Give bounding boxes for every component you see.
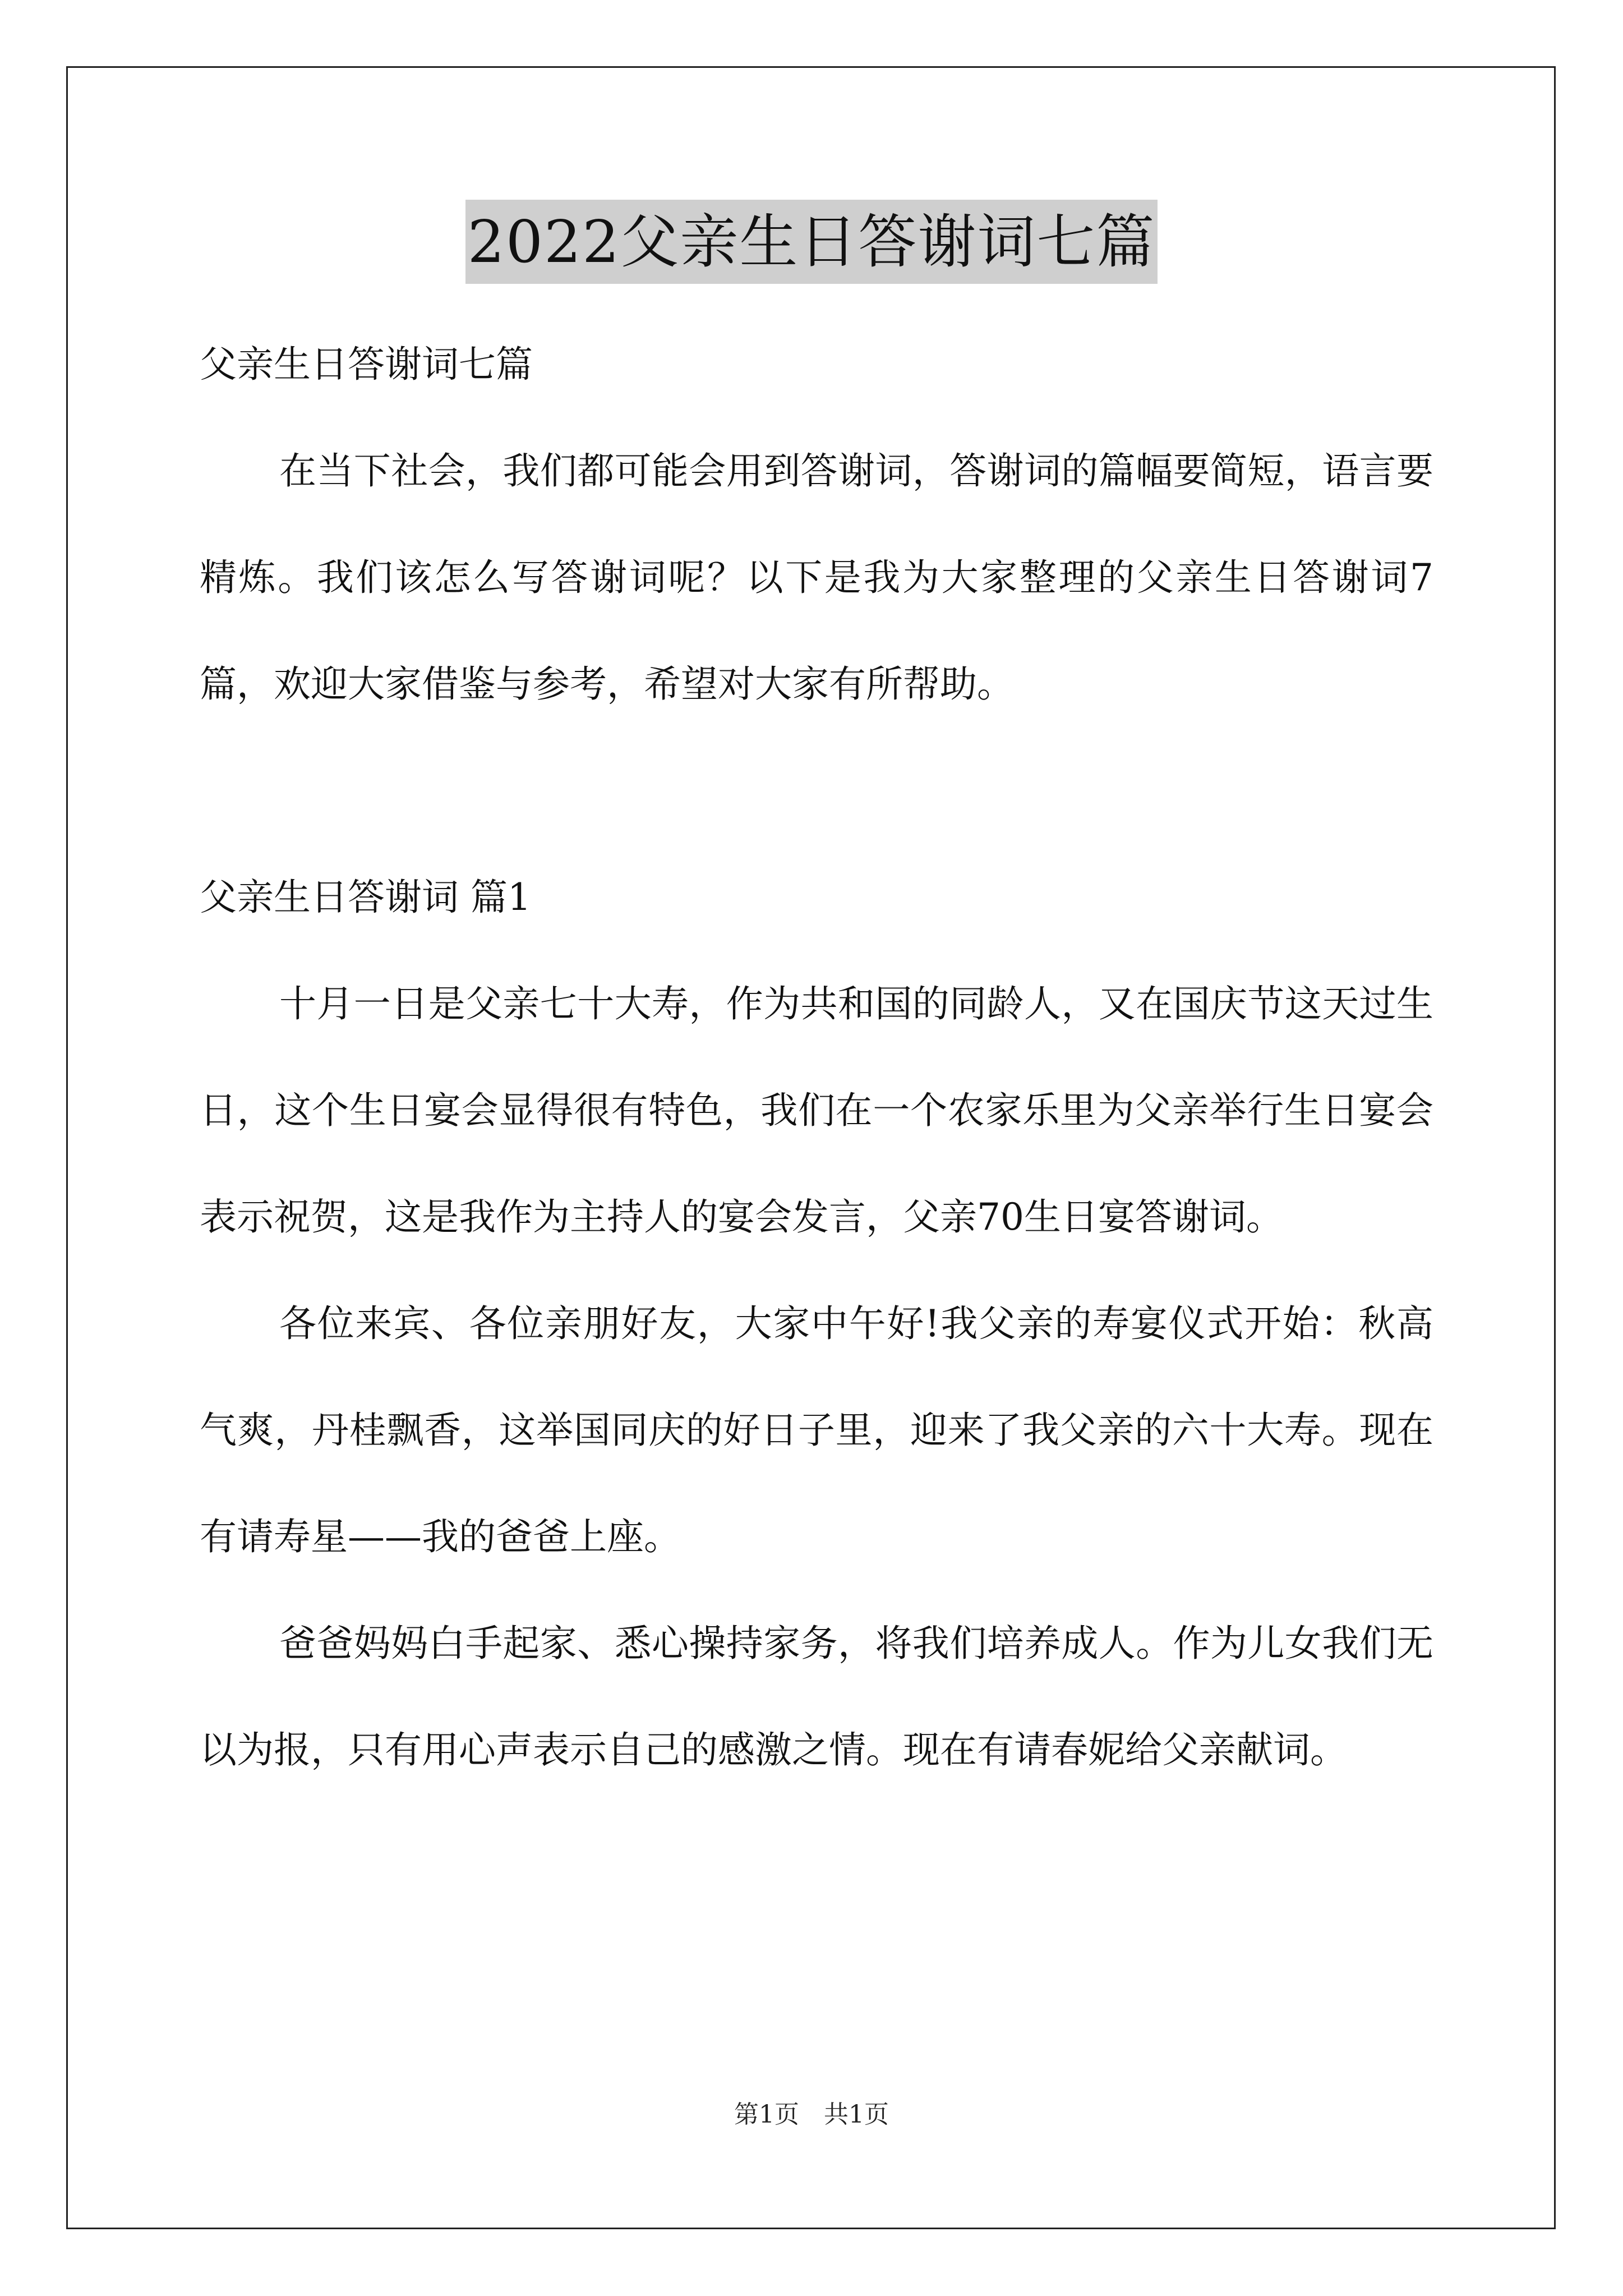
section-heading: 父亲生日答谢词 篇1 bbox=[200, 876, 531, 919]
subtitle-paragraph: 父亲生日答谢词七篇 bbox=[200, 343, 533, 386]
body-paragraph: 爸爸妈妈白手起家、悉心操持家务，将我们培养成人。作为儿女我们无以为报，只有用心声表示自己的感激之情。现在有请春妮给父亲献词。 bbox=[200, 1622, 1433, 1772]
body-paragraph: 十月一日是父亲七十大寿，作为共和国的同龄人，又在国庆节这天过生日，这个生日宴会显得很有特色，我们在一个农家乐里为父亲举行生日宴会表示祝贺，这是我作为主持人的宴会发言，父亲70生日宴答谢词。 bbox=[200, 982, 1433, 1239]
document-title: 2022父亲生日答谢词七篇 bbox=[465, 200, 1158, 284]
intro-paragraph: 在当下社会，我们都可能会用到答谢词，答谢词的篇幅要简短，语言要精炼。我们该怎么写答谢词呢？以下是我为大家整理的父亲生日答谢词7篇，欢迎大家借鉴与参考，希望对大家有所帮助。 bbox=[200, 449, 1433, 706]
title-container bbox=[0, 200, 1623, 284]
document-body bbox=[200, 311, 1433, 1803]
page-total: 共1页 bbox=[824, 2100, 889, 2129]
page-footer bbox=[0, 2098, 1623, 2132]
page-number: 第1页 bbox=[734, 2100, 799, 2129]
body-paragraph: 各位来宾、各位亲朋好友，大家中午好!我父亲的寿宴仪式开始：秋高气爽，丹桂飘香，这举国同庆的好日子里，迎来了我父亲的六十大寿。现在有请寿星——我的爸爸上座。 bbox=[200, 1302, 1433, 1558]
